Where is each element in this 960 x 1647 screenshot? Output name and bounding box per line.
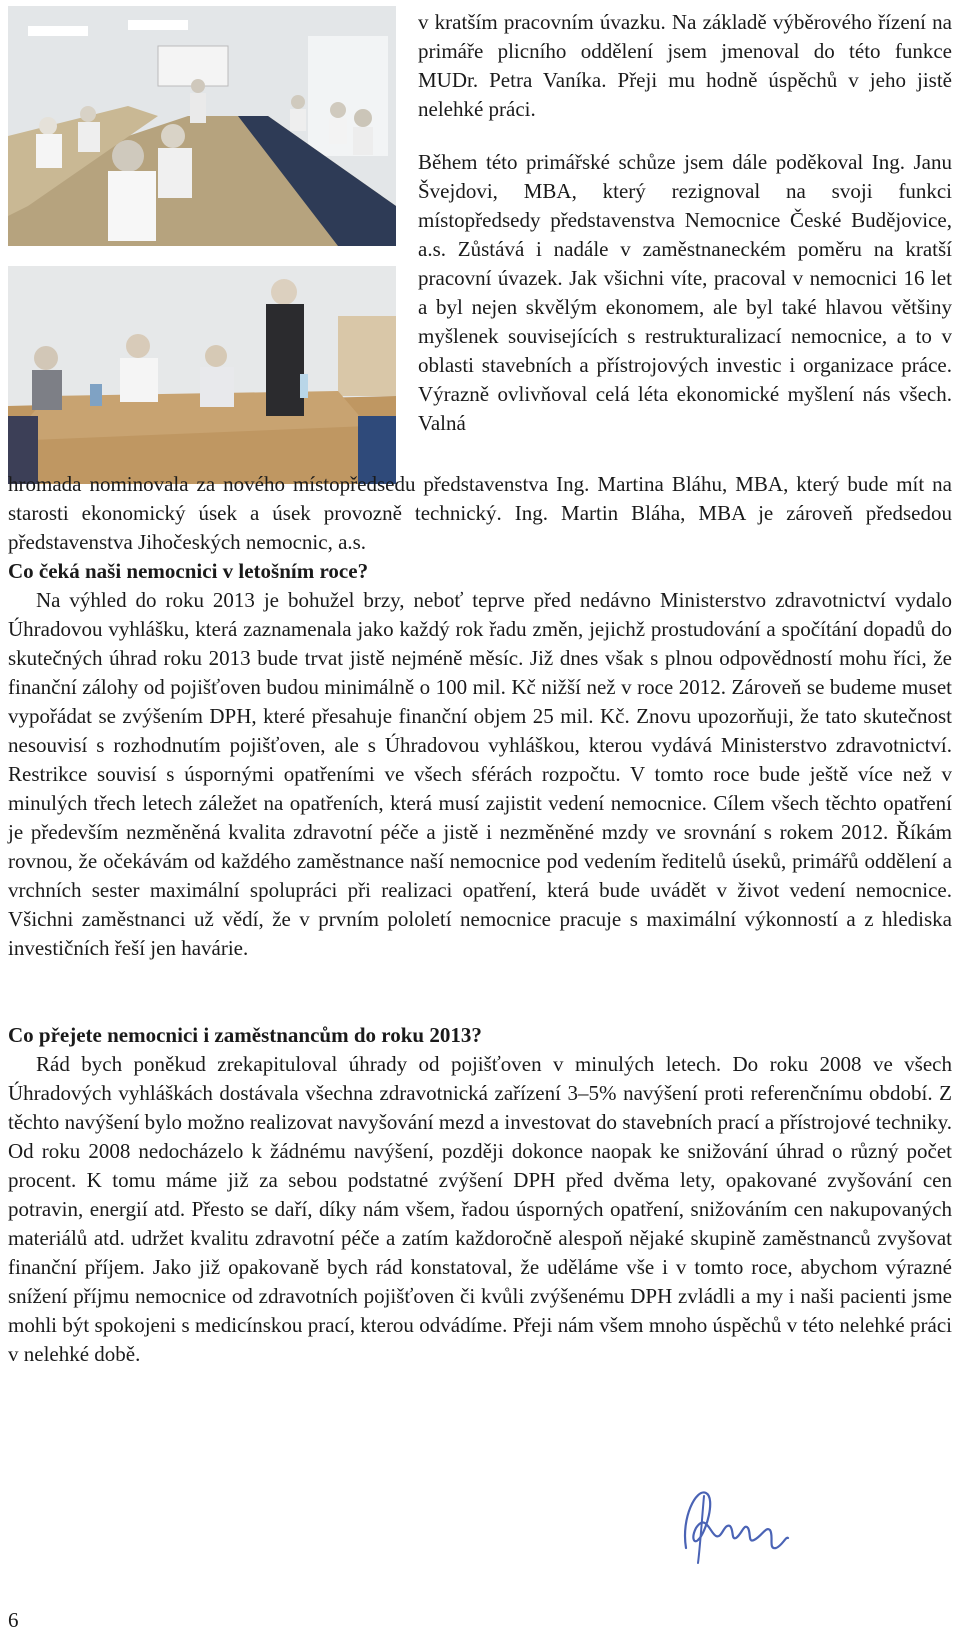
speaker-at-table-photo — [8, 266, 396, 484]
handwritten-signature — [676, 1478, 796, 1568]
paragraph-wishes: Rád bych poněkud zrekapituloval úhrady od pojišťoven v minulých letech. Do roku 2008 ve všech Úhradových vyhláškách dostávala všechna zdravotnická zařízení 3–5% navýšení proti referenčnímu období. Z těchto navýšení bylo možno realizovat navyšování mezd a investovat do stavebních prací a přístrojové techniky. Od roku 2008 nedocházelo k žádnému navýšení, později dokonce naopak ke snižování úhrad o různý počet procent. K tomu máme již za sebou podstatné zvýšení DPH před dvěma lety, opakované zvyšování cen potravin, energií atd. Přesto se daří, díky nám všem, řadou úsporných opatření, snižováním cen nakupovaných materiálů atd. udržet kvalitu zdravotní péče a zatím každoročně alespoň nějaké skupině zaměstnanců zvyšovat finanční příjem. Jako již opakovaně bych rád konstatoval, že uděláme vše i v tomto roce, abychom výrazné snížení příjmu nemocnice od zdravotních pojišťoven či kvůli zvýšenému DPH zvládli a my i naši pacienti jsme mohli být spokojeni s medicínskou prací, kterou odvádíme. Přeji nám všem mnoho úspěchů v této nelehké práci v nelehké době. — [8, 1052, 952, 1366]
paragraph-thanks-full: hromada nominovala za nového místopředsedu představenstva Ing. Martina Bláhu, MBA, který bude mít na starosti ekonomický úsek a úsek provozně technický. Ing. Martin Bláha, MBA je zároveň předsedou představenstva Jihočeských nemocnic, a.s. — [8, 472, 952, 554]
section-heading-wishes: Co přejete nemocnici i zaměstnancům do roku 2013? — [8, 1023, 482, 1047]
paragraph-outlook-2013: Na výhled do roku 2013 je bohužel brzy, neboť teprve před nedávno Ministerstvo zdravotnictví vydalo Úhradovou vyhlášku, která zaznamenala jako každý rok řadu změn, jejichž prostudování a spočítání dopadů do skutečných úhrad roku 2013 bude trvat jistě nejméně měsíc. Již dnes však s plnou odpovědností mohu říci, že finanční zálohy od pojišťoven budou minimálně o 100 mil. Kč nižší než v roce 2012. Zároveň se budeme muset vypořádat se zvýšením DPH, které přesahuje finanční objem 25 mil. Kč. Znovu upozorňuji, že tato skutečnost nesouvisí s rozhodnutím pojišťoven, ale s Úhradovou vyhláškou, kterou vydává Ministerstvo zdravotnictví. Restrikce souvisí s úspornými opatřeními ve všech sférách rozpočtu. V tomto roce bude ještě více než v minulých třech letech záležet na opatřeních, která musí zajistit vedení nemocnice. Cílem všech těchto opatření je především nezměněná kvalita zdravotní péče a jistě i nezměněné mzdy ve srovnání s rokem 2012. Říkám rovnou, že očekávám od každého zaměstnance naší nemocnice pod vedením ředitelů úseků, primářů oddělení a vrchních sester maximální spolupráci při realizaci opatření, která bude uvádět v život vedení nemocnice. Všichni zaměstnanci už vědí, že v prvním pololetí nemocnice pracuje s maximální výkonností a z hlediska investičních řeší jen havárie. — [8, 588, 952, 960]
page-number: 6 — [8, 1608, 19, 1632]
section-heading-this-year: Co čeká naši nemocnici v letošním roce? — [8, 559, 369, 583]
paragraph-thanks-right: Během této primářské schůze jsem dále poděkoval Ing. Janu Švejdovi, MBA, který rezignoval na svoji funkci místopředsedy představenstva Nemocnice České Budějovice, a.s. Zůstává i nadále v zaměstnaneckém poměru na kratší pracovní úvazek. Jak všichni víte, pracoval v nemocnici 16 let a byl nejen skvělým ekonomem, ale byl také hlavou většiny myšlenek souvisejících s restrukturalizací nemocnice, a to v oblasti stavebních a přístrojových investic i organizace práce. Výrazně ovlivňoval celá léta ekonomické myšlení nás všech. Valná — [418, 150, 952, 435]
photo-column — [8, 6, 396, 484]
meeting-room-photo — [8, 6, 396, 246]
paragraph-intro: v kratším pracovním úvazku. Na základě výběrového řízení na primáře plicního oddělení jsem jmenoval do této funkce MUDr. Petra Vaníka. Přeji mu hodně úspěchů v jeho jistě nelehké práci. — [418, 10, 952, 121]
